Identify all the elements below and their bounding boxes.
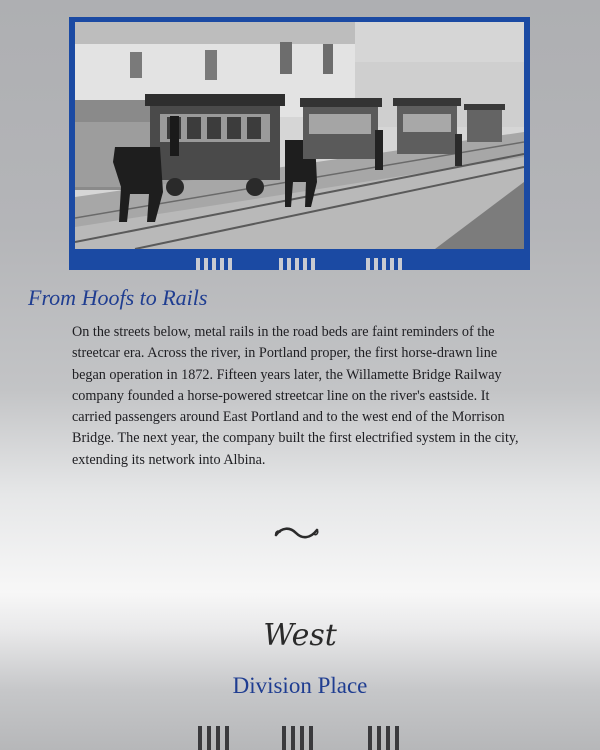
section-heading: From Hoofs to Rails (28, 285, 208, 310)
mark-group-right (366, 258, 402, 270)
section-body-text: On the streets below, metal rails in the road beds are faint reminders of the streetcar era. Across the river, in Portland proper, the first horse-drawn line began operation in 1872. Fifteen years later, the Willamette Bridge Railway company founded a horse-powered streetcar line on the river's eastside. It carried passengers around East Portland and to the west end of the Morrison Bridge. The next year, the company built the first electrified system in the city, extending its network into Albina. (72, 324, 519, 468)
bottom-mark-group-left (198, 726, 229, 750)
place-name: Division Place (232, 673, 368, 698)
bottom-mark-group-middle (282, 726, 313, 750)
frame-decorative-marks (69, 258, 530, 270)
bottom-decorative-marks (0, 726, 600, 750)
mark-group-left (196, 258, 232, 270)
place-direction: West (263, 618, 337, 653)
photo-frame (69, 17, 530, 270)
bottom-mark-group-right (368, 726, 399, 750)
mark-group-middle (279, 258, 315, 270)
flourish-icon (274, 525, 320, 545)
streetcar-photo (75, 22, 524, 249)
